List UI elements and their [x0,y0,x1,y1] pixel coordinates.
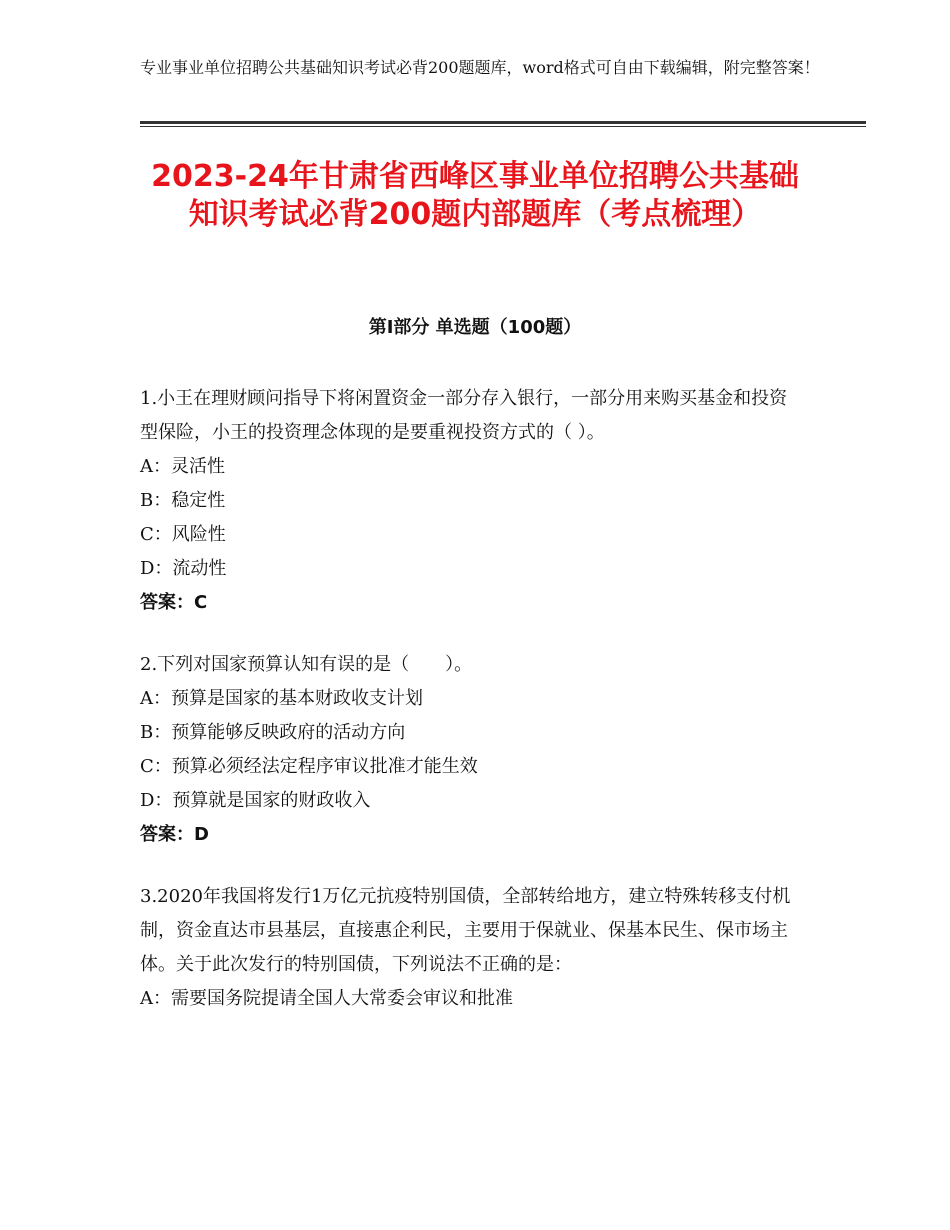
option-c: C：预算必须经法定程序审议批准才能生效 [140,756,478,777]
question-stem: 3.2020年我国将发行1万亿元抗疫特别国债，全部转给地方，建立特殊转移支付机制，资金直达市县基层，直接惠企利民，主要用于保就业、保基本民生、保市场主体。关于此次发行的特别国债，下列说法不正确的是： [140,886,791,975]
option-b: B：稳定性 [140,490,226,511]
option-d: D：预算就是国家的财政收入 [140,790,371,811]
question-list [140,382,800,1044]
header-note: 专业事业单位招聘公共基础知识考试必背200题题库，word格式可自由下载编辑，附完整答案！ [140,58,820,77]
option-c: C：风险性 [140,524,226,545]
question-stem: 2.下列对国家预算认知有误的是（ ）。 [140,654,473,675]
question-2 [140,648,800,852]
answer: 答案：D [140,824,209,845]
option-b: B：预算能够反映政府的活动方向 [140,722,406,743]
section-title: 第Ⅰ部分 单选题（100题） [368,317,582,338]
question-stem: 1.小王在理财顾问指导下将闲置资金一部分存入银行，一部分用来购买基金和投资型保险，小王的投资理念体现的是要重视投资方式的（ ）。 [140,388,788,443]
option-a: A：预算是国家的基本财政收支计划 [140,688,423,709]
answer: 答案：C [140,592,208,613]
option-a: A：需要国务院提请全国人大常委会审议和批准 [140,988,513,1009]
question-1 [140,382,800,620]
header-divider-thin [140,126,866,127]
option-a: A：灵活性 [140,456,225,477]
document-title: 2023-24年甘肃省西峰区事业单位招聘公共基础知识考试必背200题内部题库（考点梳理） [151,159,799,232]
option-d: D：流动性 [140,558,227,579]
question-3 [140,880,800,1016]
header-divider-thick [140,121,866,124]
